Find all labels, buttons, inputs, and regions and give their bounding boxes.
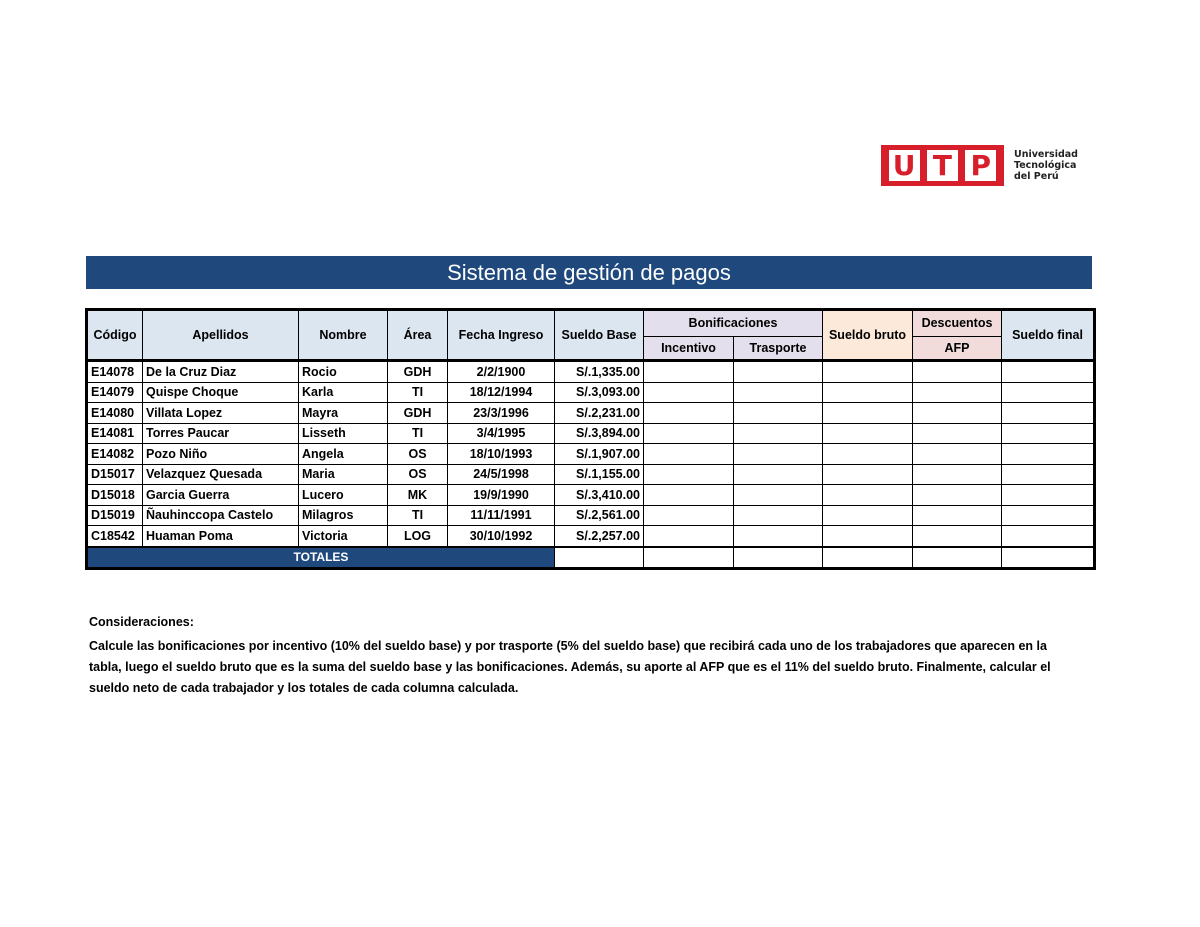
totals-label: TOTALES: [87, 547, 555, 569]
cell-sueldo-final[interactable]: [1002, 505, 1095, 526]
table-row: [87, 382, 1095, 403]
total-sueldo-final[interactable]: [1002, 547, 1095, 569]
cell-sueldo-bruto[interactable]: [823, 382, 913, 403]
totals-row: [87, 547, 1095, 569]
cell-nombre[interactable]: Lucero: [299, 485, 388, 506]
cell-afp[interactable]: [913, 505, 1002, 526]
cell-codigo[interactable]: E14079: [87, 382, 143, 403]
cell-sueldo-base[interactable]: S/.2,231.00: [555, 403, 644, 424]
cell-nombre[interactable]: Milagros: [299, 505, 388, 526]
header-trasporte: Trasporte: [734, 336, 823, 360]
cell-sueldo-base[interactable]: S/.2,561.00: [555, 505, 644, 526]
cell-nombre[interactable]: Rocio: [299, 361, 388, 383]
header-bonificaciones: Bonificaciones: [644, 310, 823, 337]
cell-incentivo[interactable]: [644, 464, 734, 485]
cell-area[interactable]: OS: [388, 444, 448, 465]
cell-sueldo-final[interactable]: [1002, 464, 1095, 485]
considerations-title: Consideraciones:: [89, 615, 194, 629]
cell-apellidos[interactable]: Torres Paucar: [143, 423, 299, 444]
cell-sueldo-bruto[interactable]: [823, 526, 913, 547]
cell-sueldo-final[interactable]: [1002, 526, 1095, 547]
logo-letter-t: T: [927, 150, 958, 181]
cell-area[interactable]: GDH: [388, 361, 448, 383]
cell-sueldo-bruto[interactable]: [823, 361, 913, 383]
cell-codigo[interactable]: C18542: [87, 526, 143, 547]
cell-afp[interactable]: [913, 423, 1002, 444]
cell-afp[interactable]: [913, 526, 1002, 547]
cell-fecha[interactable]: 18/10/1993: [448, 444, 555, 465]
cell-fecha[interactable]: 19/9/1990: [448, 485, 555, 506]
logo-university-name: [1014, 149, 1094, 182]
cell-sueldo-base[interactable]: S/.2,257.00: [555, 526, 644, 547]
cell-codigo[interactable]: E14082: [87, 444, 143, 465]
cell-trasporte[interactable]: [734, 485, 823, 506]
cell-apellidos[interactable]: Garcia Guerra: [143, 485, 299, 506]
logo-line-2: Tecnológica: [1014, 160, 1077, 171]
logo-line-3: del Perú: [1014, 171, 1059, 182]
header-nombre: Nombre: [299, 310, 388, 361]
cell-fecha[interactable]: 11/11/1991: [448, 505, 555, 526]
cell-apellidos[interactable]: Velazquez Quesada: [143, 464, 299, 485]
total-sueldo-bruto[interactable]: [823, 547, 913, 569]
header-afp: AFP: [913, 336, 1002, 360]
cell-incentivo[interactable]: [644, 382, 734, 403]
cell-sueldo-base[interactable]: S/.3,894.00: [555, 423, 644, 444]
table-row: [87, 485, 1095, 506]
cell-apellidos[interactable]: Huaman Poma: [143, 526, 299, 547]
cell-sueldo-final[interactable]: [1002, 403, 1095, 424]
cell-afp[interactable]: [913, 382, 1002, 403]
cell-codigo[interactable]: E14081: [87, 423, 143, 444]
cell-area[interactable]: OS: [388, 464, 448, 485]
table-row: [87, 526, 1095, 547]
cell-sueldo-base[interactable]: S/.3,410.00: [555, 485, 644, 506]
cell-incentivo[interactable]: [644, 423, 734, 444]
cell-area[interactable]: TI: [388, 423, 448, 444]
cell-afp[interactable]: [913, 361, 1002, 383]
cell-trasporte[interactable]: [734, 526, 823, 547]
cell-nombre[interactable]: Angela: [299, 444, 388, 465]
cell-incentivo[interactable]: [644, 403, 734, 424]
table-row: [87, 505, 1095, 526]
cell-fecha[interactable]: 2/2/1900: [448, 361, 555, 383]
table-row: [87, 444, 1095, 465]
header-sueldo-final: Sueldo final: [1002, 310, 1095, 361]
cell-area[interactable]: TI: [388, 505, 448, 526]
cell-fecha[interactable]: 23/3/1996: [448, 403, 555, 424]
cell-incentivo[interactable]: [644, 526, 734, 547]
cell-afp[interactable]: [913, 485, 1002, 506]
total-sueldo-base[interactable]: [555, 547, 644, 569]
cell-trasporte[interactable]: [734, 403, 823, 424]
cell-codigo[interactable]: D15017: [87, 464, 143, 485]
cell-nombre[interactable]: Karla: [299, 382, 388, 403]
cell-apellidos[interactable]: De la Cruz Diaz: [143, 361, 299, 383]
table-row: [87, 361, 1095, 383]
cell-sueldo-bruto[interactable]: [823, 505, 913, 526]
cell-afp[interactable]: [913, 444, 1002, 465]
header-incentivo: Incentivo: [644, 336, 734, 360]
total-trasporte[interactable]: [734, 547, 823, 569]
cell-sueldo-bruto[interactable]: [823, 423, 913, 444]
considerations-line-3: sueldo neto de cada trabajador y los totales de cada columna calculada.: [89, 681, 519, 695]
cell-incentivo[interactable]: [644, 505, 734, 526]
cell-sueldo-final[interactable]: [1002, 382, 1095, 403]
cell-sueldo-base[interactable]: S/.1,155.00: [555, 464, 644, 485]
cell-fecha[interactable]: 18/12/1994: [448, 382, 555, 403]
considerations-line-2: tabla, luego el sueldo bruto que es la suma del sueldo base y las bonificaciones. Además, su aporte al AFP que es el 11% del sueldo bruto. Finalmente, calcular el: [89, 660, 1051, 674]
cell-sueldo-final[interactable]: [1002, 485, 1095, 506]
cell-area[interactable]: MK: [388, 485, 448, 506]
cell-incentivo[interactable]: [644, 444, 734, 465]
cell-sueldo-bruto[interactable]: [823, 403, 913, 424]
cell-area[interactable]: LOG: [388, 526, 448, 547]
cell-trasporte[interactable]: [734, 423, 823, 444]
cell-nombre[interactable]: Lisseth: [299, 423, 388, 444]
considerations-line-1: Calcule las bonificaciones por incentivo (10% del sueldo base) y por trasporte (5% del sueldo base) que recibirá cada uno de los trabajadores que aparecen en la: [89, 639, 1047, 653]
cell-nombre[interactable]: Victoria: [299, 526, 388, 547]
cell-fecha[interactable]: 24/5/1998: [448, 464, 555, 485]
payments-table-wrapper: [85, 308, 1093, 570]
logo-line-1: Universidad: [1014, 149, 1078, 160]
cell-apellidos[interactable]: Quispe Choque: [143, 382, 299, 403]
page-title: Sistema de gestión de pagos: [86, 256, 1092, 289]
cell-area[interactable]: TI: [388, 382, 448, 403]
cell-sueldo-bruto[interactable]: [823, 464, 913, 485]
cell-codigo[interactable]: D15019: [87, 505, 143, 526]
payments-table-body: [87, 361, 1095, 569]
cell-trasporte[interactable]: [734, 505, 823, 526]
cell-sueldo-base[interactable]: S/.1,907.00: [555, 444, 644, 465]
payments-table: [85, 308, 1096, 570]
cell-sueldo-final[interactable]: [1002, 423, 1095, 444]
table-row: [87, 464, 1095, 485]
cell-nombre[interactable]: Maria: [299, 464, 388, 485]
total-afp[interactable]: [913, 547, 1002, 569]
cell-afp[interactable]: [913, 464, 1002, 485]
table-row: [87, 403, 1095, 424]
considerations-section: [89, 612, 1089, 699]
cell-trasporte[interactable]: [734, 382, 823, 403]
cell-incentivo[interactable]: [644, 485, 734, 506]
utp-logo-mark: [881, 145, 1004, 186]
cell-nombre[interactable]: Mayra: [299, 403, 388, 424]
table-row: [87, 423, 1095, 444]
header-apellidos: Apellidos: [143, 310, 299, 361]
cell-sueldo-bruto[interactable]: [823, 485, 913, 506]
cell-sueldo-base[interactable]: S/.3,093.00: [555, 382, 644, 403]
cell-trasporte[interactable]: [734, 361, 823, 383]
cell-trasporte[interactable]: [734, 444, 823, 465]
cell-fecha[interactable]: 30/10/1992: [448, 526, 555, 547]
header-codigo: Código: [87, 310, 143, 361]
cell-apellidos[interactable]: Villata Lopez: [143, 403, 299, 424]
cell-codigo[interactable]: D15018: [87, 485, 143, 506]
cell-trasporte[interactable]: [734, 464, 823, 485]
cell-apellidos[interactable]: Pozo Niño: [143, 444, 299, 465]
header-fecha-ingreso: Fecha Ingreso: [448, 310, 555, 361]
cell-sueldo-final[interactable]: [1002, 361, 1095, 383]
cell-codigo[interactable]: E14078: [87, 361, 143, 383]
header-sueldo-bruto: Sueldo bruto: [823, 310, 913, 361]
header-descuentos: Descuentos: [913, 310, 1002, 337]
header-sueldo-base: Sueldo Base: [555, 310, 644, 361]
cell-codigo[interactable]: E14080: [87, 403, 143, 424]
cell-incentivo[interactable]: [644, 361, 734, 383]
header-area: Área: [388, 310, 448, 361]
cell-area[interactable]: GDH: [388, 403, 448, 424]
logo-letter-u: U: [889, 150, 920, 181]
cell-afp[interactable]: [913, 403, 1002, 424]
utp-logo: [881, 145, 1094, 186]
cell-sueldo-bruto[interactable]: [823, 444, 913, 465]
cell-fecha[interactable]: 3/4/1995: [448, 423, 555, 444]
cell-sueldo-base[interactable]: S/.1,335.00: [555, 361, 644, 383]
total-incentivo[interactable]: [644, 547, 734, 569]
logo-letter-p: P: [965, 150, 996, 181]
cell-sueldo-final[interactable]: [1002, 444, 1095, 465]
cell-apellidos[interactable]: Ñauhinccopa Castelo: [143, 505, 299, 526]
